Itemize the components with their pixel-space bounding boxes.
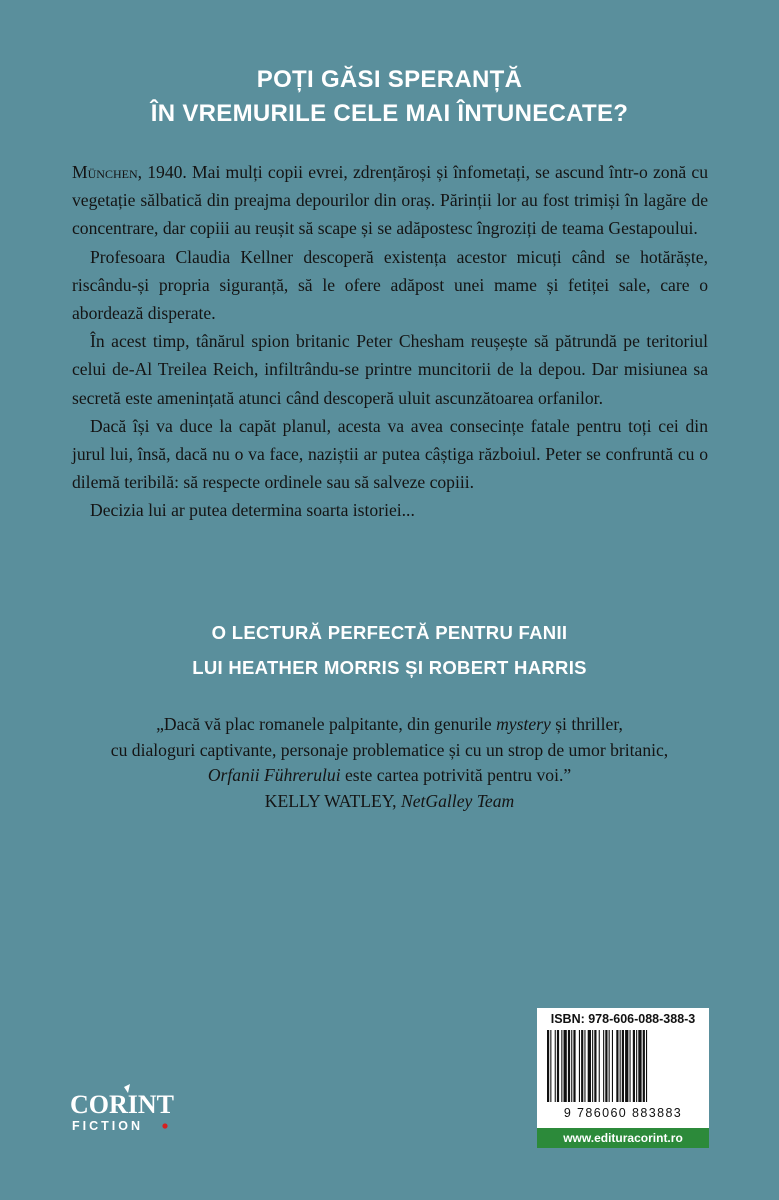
recommendation-line-2: LUI HEATHER MORRIS ȘI ROBERT HARRIS: [192, 657, 587, 678]
barcode-bar: [547, 1030, 549, 1102]
synopsis-paragraph-4: Dacă își va duce la capăt planul, acesta va avea consecințe fatale pentru toți cei din jurul lui, însă, dacă nu o va face, naziștii ar putea câștiga războiul. Peter se confruntă cu o dilemă teribilă: să respecte ordinele sau să salveze copiii.: [72, 415, 708, 493]
barcode-bar: [555, 1030, 556, 1102]
quote-line-1-start: „Dacă vă plac romanele palpitante, din genurile: [156, 714, 497, 734]
barcode-bar: [636, 1030, 637, 1102]
barcode-bar: [630, 1030, 631, 1102]
review-quote: [60, 712, 719, 814]
synopsis: [72, 158, 708, 525]
synopsis-paragraph-3: În acest timp, tânărul spion britanic Peter Chesham reușește să pătrundă pe teritoriul celui de-Al Treilea Reich, infiltrându-se printre muncitorii de la depou. Dar misiunea sa secretă este amenințată atunci când descoperă uluit ascunzătoarea orfanilor.: [72, 331, 708, 408]
synopsis-paragraph-1: [72, 158, 708, 243]
quote-line-2: cu dialoguri captivante, personaje problematice și cu un strop de umor britanic,: [110, 739, 669, 760]
barcode-bar: [612, 1030, 613, 1102]
quote-genre-mystery: mystery: [496, 714, 551, 734]
synopsis-paragraph-1-text: , 1940. Mai mulți copii evrei, zdrențăroși și înfometați, se ascund într-o zonă cu vegetație sălbatică din preajma depourilor din oraș. Părinții lor au fost trimiși în lagăre de concentrare, dar copiii au reușit să scape și se adăpostesc îngroziți de teama Gestapoului.: [72, 162, 708, 239]
barcode-bar: [573, 1030, 575, 1102]
recommendation-line-1: O LECTURĂ PERFECTĂ PENTRU FANII: [211, 622, 568, 643]
isbn-digits: 9 786060 883883: [563, 1106, 683, 1120]
quote-line-1-end: și thriller,: [550, 714, 623, 734]
barcode-bar: [592, 1030, 593, 1102]
barcode-bar: [633, 1030, 635, 1102]
headline-line-2: ÎN VREMURILE CELE MAI ÎNTUNECATE?: [150, 100, 629, 127]
quote-book-title: Orfanii Führerului: [207, 765, 341, 786]
barcode-bar: [603, 1030, 604, 1102]
barcode-bar: [620, 1030, 621, 1102]
logo-brand-text: CORINT: [70, 1090, 175, 1119]
quote-line-3-end: este cartea potrivită pentru voi.”: [340, 765, 572, 786]
barcode-bar: [622, 1030, 624, 1102]
barcode-bar: [581, 1030, 583, 1102]
logo-imprint-text: FICTION: [72, 1119, 143, 1133]
quote-author: KELLY WATLEY,: [264, 790, 401, 811]
barcode-bar: [584, 1030, 585, 1102]
barcode-bar: [550, 1030, 551, 1102]
publisher-website[interactable]: www.edituracorint.ro: [537, 1128, 709, 1148]
barcode-bar: [557, 1030, 559, 1102]
barcode-bar: [646, 1030, 647, 1102]
barcode-bar: [588, 1030, 591, 1102]
barcode-bar: [643, 1030, 645, 1102]
barcode-bar: [609, 1030, 610, 1102]
barcode-bar: [564, 1030, 567, 1102]
logo-red-dot: [162, 1123, 167, 1128]
barcode-icon: [545, 1030, 701, 1104]
isbn-barcode-box: [537, 1008, 709, 1128]
barcode-bar: [605, 1030, 607, 1102]
barcode-bar: [599, 1030, 600, 1102]
isbn-label: ISBN: 978-606-088-388-3: [550, 1012, 696, 1026]
quote-author-org: NetGalley Team: [400, 790, 515, 811]
barcode-bar: [571, 1030, 572, 1102]
synopsis-city: München: [72, 162, 138, 182]
barcode-bar: [561, 1030, 562, 1102]
quote-attribution: [60, 789, 719, 815]
barcode-bar: [579, 1030, 580, 1102]
barcode-bar: [568, 1030, 570, 1102]
barcode-bar: [616, 1030, 618, 1102]
corint-fiction-logo: [68, 1084, 178, 1134]
barcode-bar: [594, 1030, 596, 1102]
synopsis-paragraph-5: Decizia lui ar putea determina soarta istoriei...: [90, 500, 415, 521]
barcode-bar: [625, 1030, 628, 1102]
barcode-bar: [638, 1030, 641, 1102]
quote-line-3: [60, 763, 719, 789]
synopsis-paragraph-2: Profesoara Claudia Kellner descoperă existența acestor micuți când se hotărăște, riscându-și propria siguranță, să le ofere adăpost unei mame și fetiței sale, care o abordează disperate.: [72, 246, 708, 324]
headline-line-1: POȚI GĂSI SPERANȚĂ: [256, 66, 523, 93]
quote-line-1: [60, 712, 719, 738]
